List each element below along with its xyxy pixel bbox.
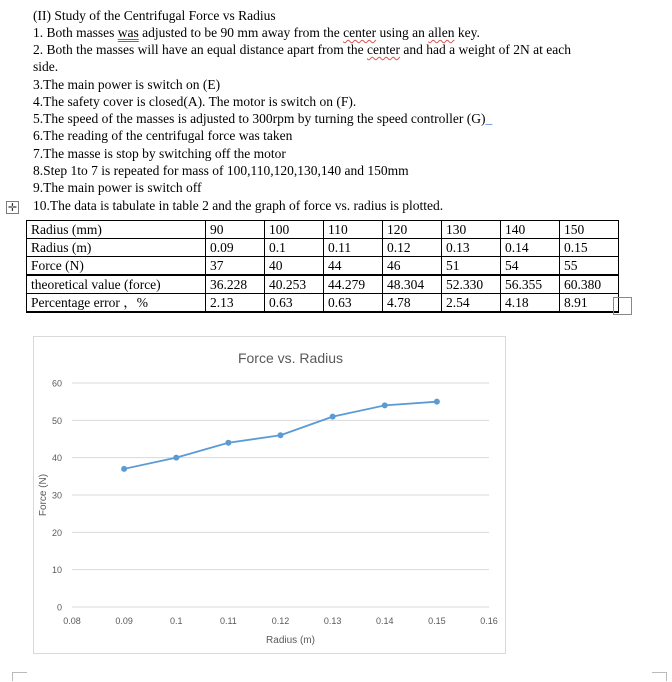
step-5: 5.The speed of the masses is adjusted to 300rpm by turning the speed controller (G)_	[33, 111, 493, 126]
table-cell: 110	[324, 221, 383, 239]
x-tick-label: 0.11	[219, 616, 237, 626]
table-cell: 0.13	[442, 239, 501, 257]
section-heading: (II) Study of the Centrifugal Force vs Radius	[33, 8, 276, 23]
row-label: Radius (mm)	[27, 221, 206, 239]
step-4: 4.The safety cover is closed(A). The motor is switch on (F).	[33, 94, 357, 109]
row-label: Radius (m)	[27, 239, 206, 257]
table-cell: 52.330	[442, 275, 501, 294]
table-row	[27, 257, 619, 276]
table-cell: 0.15	[560, 239, 619, 257]
table-cell: 48.304	[383, 275, 442, 294]
table-cell: 150	[560, 221, 619, 239]
table-cell: 44	[324, 257, 383, 276]
table-cell: 120	[383, 221, 442, 239]
table-cell: 8.91	[560, 294, 619, 313]
table-cell: 0.12	[383, 239, 442, 257]
table-cell: 60.380	[560, 275, 619, 294]
table-cell: 56.355	[501, 275, 560, 294]
x-tick-label: 0.1	[169, 616, 183, 626]
data-point	[330, 414, 336, 420]
step-2-continued: side.	[33, 59, 59, 74]
data-point	[278, 432, 284, 438]
y-tick-label: 0	[56, 602, 62, 613]
x-tick-label: 0.15	[428, 616, 446, 626]
step-10: 10.The data is tabulate in table 2 and the graph of force vs. radius is plotted.	[33, 198, 444, 213]
y-tick-label: 30	[51, 490, 62, 501]
y-tick-label: 60	[51, 378, 62, 389]
y-tick-label: 10	[51, 565, 62, 576]
x-tick-label: 0.16	[480, 616, 498, 626]
step-9: 9.The main power is switch off	[33, 180, 202, 195]
table-cell: 36.228	[206, 275, 265, 294]
table-cell: 40.253	[265, 275, 324, 294]
step-6: 6.The reading of the centrifugal force was taken	[33, 128, 293, 143]
x-tick-label: 0.09	[115, 616, 133, 626]
row-label: Force (N)	[27, 257, 206, 276]
step-8: 8.Step 1to 7 is repeated for mass of 100,110,120,130,140 and 150mm	[33, 163, 409, 178]
x-tick-label: 0.13	[323, 616, 342, 626]
table-row	[27, 239, 619, 257]
y-tick-label: 20	[51, 527, 62, 538]
table-move-handle-icon[interactable]: ✛	[7, 201, 18, 214]
step-2: 2. Both the masses will have an equal distance apart from the center and had a weight of 2N at each	[33, 42, 571, 57]
table-row	[27, 275, 619, 294]
table-cell: 2.54	[442, 294, 501, 313]
y-tick-label: 50	[51, 415, 62, 426]
page-corner-mark	[652, 672, 667, 681]
table-cell: 0.14	[501, 239, 560, 257]
table-cell: 0.09	[206, 239, 265, 257]
table-cell: 2.13	[206, 294, 265, 313]
data-point	[121, 466, 127, 472]
table-cell: 46	[383, 257, 442, 276]
data-point	[434, 399, 440, 405]
table-cell: 90	[206, 221, 265, 239]
y-tick-label: 40	[51, 453, 62, 464]
table-cell: 4.18	[501, 294, 560, 313]
table-cell: 44.279	[324, 275, 383, 294]
force-radius-chart	[34, 337, 505, 653]
chart-title: Force vs. Radius	[237, 350, 344, 366]
table-end-cell[interactable]	[613, 297, 632, 315]
data-point	[173, 455, 179, 461]
table-cell: 37	[206, 257, 265, 276]
chart-area[interactable]	[33, 336, 506, 654]
table-row	[27, 294, 619, 313]
table-cell: 55	[560, 257, 619, 276]
x-tick-label: 0.08	[63, 616, 81, 626]
step-7: 7.The masse is stop by switching off the motor	[33, 146, 286, 161]
x-tick-label: 0.14	[375, 616, 394, 626]
table-cell: 0.11	[324, 239, 383, 257]
table-row	[27, 221, 619, 239]
table-cell: 54	[501, 257, 560, 276]
table-cell: 0.63	[324, 294, 383, 313]
x-axis-label: Radius (m)	[266, 635, 315, 646]
results-table	[26, 220, 619, 313]
data-point	[225, 440, 231, 446]
table-cell: 140	[501, 221, 560, 239]
table-cell: 0.1	[265, 239, 324, 257]
page-corner-mark	[12, 672, 27, 681]
table-cell: 100	[265, 221, 324, 239]
step-1: 1. Both masses was adjusted to be 90 mm away from the center using an allen key.	[33, 25, 480, 40]
x-tick-label: 0.12	[271, 616, 290, 626]
row-label: theoretical value (force)	[27, 275, 206, 294]
step-3: 3.The main power is switch on (E)	[33, 77, 221, 92]
data-point	[382, 402, 388, 408]
table-cell: 51	[442, 257, 501, 276]
table-cell: 4.78	[383, 294, 442, 313]
table-cell: 40	[265, 257, 324, 276]
y-axis-label: Force (N)	[38, 473, 49, 517]
row-label: Percentage error ，%	[27, 294, 206, 313]
table-cell: 130	[442, 221, 501, 239]
table-cell: 0.63	[265, 294, 324, 313]
